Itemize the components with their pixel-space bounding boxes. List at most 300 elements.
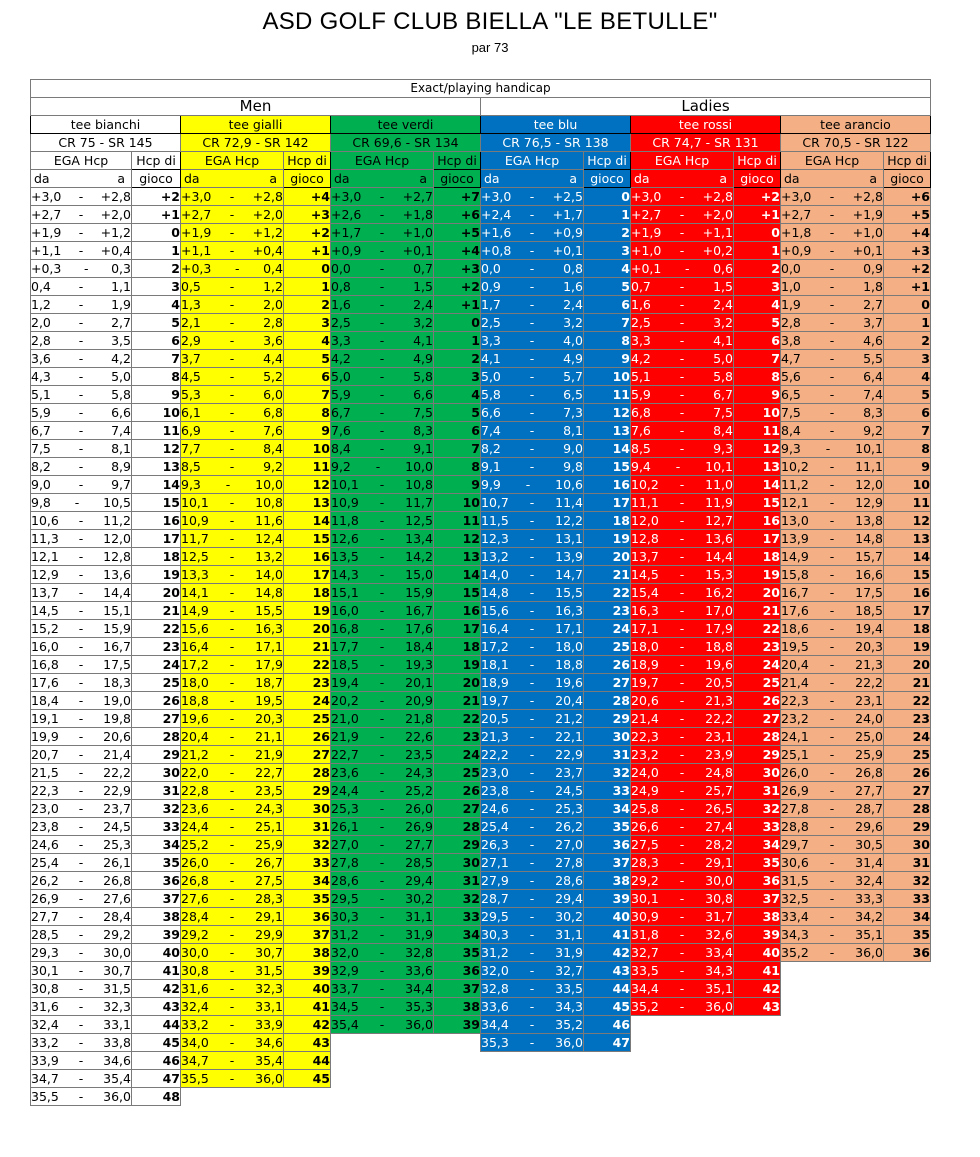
range-cell-gialli	[181, 980, 284, 998]
range-dash: -	[379, 549, 385, 564]
range-from: +1,1	[181, 243, 212, 258]
range-from: 1,0	[781, 279, 801, 294]
range-dash: -	[229, 315, 235, 330]
range-to: 26,1	[103, 855, 131, 870]
range-cell-blu	[481, 980, 584, 998]
range-dash: -	[379, 531, 385, 546]
playing-hcp-arancio: 10	[884, 476, 931, 494]
range-from: 9,3	[181, 477, 201, 492]
range-dash: -	[829, 225, 835, 240]
table-row	[31, 854, 931, 872]
range-cell-gialli	[181, 602, 284, 620]
range-to: +2,5	[552, 189, 583, 204]
range-to: 25,2	[405, 783, 433, 798]
range-to: 23,5	[255, 783, 283, 798]
range-dash: -	[829, 801, 835, 816]
playing-hcp-rossi: 30	[734, 764, 781, 782]
range-dash: -	[829, 639, 835, 654]
empty-cell	[181, 1088, 284, 1106]
range-dash: -	[529, 1035, 535, 1050]
range-cell-verdi	[331, 818, 434, 836]
empty-cell	[481, 1052, 584, 1070]
range-from: +1,9	[31, 225, 62, 240]
range-to: 27,7	[405, 837, 433, 852]
range-dash: -	[679, 315, 685, 330]
range-cell-bianchi	[31, 386, 132, 404]
range-from: 26,8	[181, 873, 209, 888]
range-to: 19,3	[405, 657, 433, 672]
gioco-label-rossi: gioco	[734, 170, 781, 188]
range-dash: -	[679, 567, 685, 582]
range-from: 32,0	[331, 945, 359, 960]
tee-crsr-arancio: CR 70,5 - SR 122	[781, 134, 931, 152]
empty-cell	[884, 1052, 931, 1070]
playing-hcp-bianchi: 11	[132, 422, 181, 440]
range-to: 0,4	[263, 261, 283, 276]
range-dash: -	[679, 819, 685, 834]
range-to: 17,9	[705, 621, 733, 636]
range-to: 20,3	[255, 711, 283, 726]
range-dash: -	[78, 855, 84, 870]
range-dash: -	[829, 729, 835, 744]
range-to: 30,8	[705, 891, 733, 906]
playing-hcp-blu: 16	[584, 476, 631, 494]
table-row	[31, 332, 931, 350]
playing-hcp-gialli: 26	[284, 728, 331, 746]
empty-cell	[631, 1088, 734, 1106]
da-a-label-verdi	[331, 170, 434, 188]
playing-hcp-blu: 31	[584, 746, 631, 764]
playing-hcp-gialli: 21	[284, 638, 331, 656]
playing-hcp-gialli: 30	[284, 800, 331, 818]
range-cell-verdi	[331, 224, 434, 242]
range-from: 17,2	[181, 657, 209, 672]
range-to: 34,6	[255, 1035, 283, 1050]
range-cell-blu	[481, 656, 584, 674]
range-cell-verdi	[331, 314, 434, 332]
range-from: 26,0	[181, 855, 209, 870]
range-cell-rossi	[631, 764, 734, 782]
playing-hcp-verdi: 1	[434, 332, 481, 350]
gioco-label-blu: gioco	[584, 170, 631, 188]
range-dash: -	[229, 1035, 235, 1050]
playing-hcp-bianchi: 9	[132, 386, 181, 404]
range-from: 5,1	[631, 369, 651, 384]
range-dash: -	[379, 891, 385, 906]
range-to: +1,7	[552, 207, 583, 222]
range-to: 21,2	[555, 711, 583, 726]
range-dash: -	[829, 909, 835, 924]
playing-hcp-arancio: 0	[884, 296, 931, 314]
range-cell-bianchi	[31, 530, 132, 548]
range-from: 14,5	[631, 567, 659, 582]
range-to: 16,6	[855, 567, 883, 582]
range-from: 20,6	[631, 693, 659, 708]
range-to: 19,0	[103, 693, 131, 708]
range-dash: -	[379, 693, 385, 708]
range-to: 6,6	[111, 405, 131, 420]
range-to: 11,6	[255, 513, 283, 528]
range-to: 16,3	[255, 621, 283, 636]
range-cell-gialli	[181, 422, 284, 440]
tee-name-verdi: tee verdi	[331, 116, 481, 134]
range-cell-bianchi	[31, 494, 132, 512]
range-cell-verdi	[331, 674, 434, 692]
range-cell-arancio	[781, 422, 884, 440]
range-from: 4,5	[181, 369, 201, 384]
playing-hcp-bianchi: 0	[132, 224, 181, 242]
hcp-di-label-verdi: Hcp di	[434, 152, 481, 170]
range-to: 35,4	[103, 1071, 131, 1086]
playing-hcp-bianchi: 12	[132, 440, 181, 458]
range-cell-gialli	[181, 818, 284, 836]
handicap-table	[30, 79, 931, 1106]
range-cell-bianchi	[31, 350, 132, 368]
range-cell-bianchi	[31, 260, 132, 278]
range-to: 27,4	[705, 819, 733, 834]
range-from: 26,9	[781, 783, 809, 798]
range-dash: -	[829, 495, 835, 510]
range-from: 3,3	[331, 333, 351, 348]
range-to: 14,4	[705, 549, 733, 564]
range-dash: -	[829, 891, 835, 906]
range-to: 18,0	[555, 639, 583, 654]
playing-hcp-rossi: 36	[734, 872, 781, 890]
playing-hcp-gialli: 20	[284, 620, 331, 638]
playing-hcp-blu: 9	[584, 350, 631, 368]
playing-hcp-gialli: 18	[284, 584, 331, 602]
range-dash: -	[679, 891, 685, 906]
range-from: 16,4	[181, 639, 209, 654]
range-cell-bianchi	[31, 206, 132, 224]
range-from: 9,1	[481, 459, 501, 474]
range-dash: -	[229, 819, 235, 834]
playing-hcp-blu: 8	[584, 332, 631, 350]
range-from: 9,8	[31, 495, 51, 510]
range-from: 2,9	[181, 333, 201, 348]
range-dash: -	[78, 819, 84, 834]
range-to: 24,5	[103, 819, 131, 834]
range-cell-verdi	[331, 512, 434, 530]
range-to: 5,0	[111, 369, 131, 384]
range-to: 30,2	[555, 909, 583, 924]
range-to: 23,9	[705, 747, 733, 762]
range-cell-verdi	[331, 278, 434, 296]
range-to: 7,6	[263, 423, 283, 438]
range-cell-rossi	[631, 188, 734, 206]
range-dash: -	[529, 423, 535, 438]
range-dash: -	[679, 693, 685, 708]
range-cell-arancio	[781, 350, 884, 368]
range-cell-rossi	[631, 782, 734, 800]
range-from: 18,8	[181, 693, 209, 708]
range-dash: -	[229, 927, 235, 942]
range-dash: -	[229, 585, 235, 600]
range-from: 11,3	[31, 531, 59, 546]
range-to: 20,9	[405, 693, 433, 708]
range-dash: -	[679, 441, 685, 456]
range-from: 4,2	[331, 351, 351, 366]
range-to: 16,7	[103, 639, 131, 654]
range-dash: -	[229, 747, 235, 762]
range-from: 7,6	[331, 423, 351, 438]
range-to: 31,1	[555, 927, 583, 942]
range-from: 12,6	[331, 531, 359, 546]
playing-hcp-blu: 20	[584, 548, 631, 566]
range-cell-rossi	[631, 854, 734, 872]
range-cell-verdi	[331, 854, 434, 872]
range-from: 2,8	[781, 315, 801, 330]
range-from: 22,2	[481, 747, 509, 762]
range-cell-verdi	[331, 494, 434, 512]
playing-hcp-rossi: 5	[734, 314, 781, 332]
range-dash: -	[78, 405, 84, 420]
range-dash: -	[679, 729, 685, 744]
range-to: +2,8	[852, 189, 883, 204]
range-to: 0,9	[863, 261, 883, 276]
range-to: 5,5	[863, 351, 883, 366]
range-dash: -	[78, 981, 84, 996]
playing-hcp-verdi: 12	[434, 530, 481, 548]
range-dash: -	[379, 225, 385, 240]
range-to: 21,1	[255, 729, 283, 744]
range-to: 10,0	[405, 459, 433, 474]
da-label: da	[334, 171, 350, 186]
playing-hcp-arancio: 35	[884, 926, 931, 944]
range-to: 30,7	[103, 963, 131, 978]
range-from: 29,5	[331, 891, 359, 906]
range-cell-blu	[481, 638, 584, 656]
range-from: 1,9	[781, 297, 801, 312]
table-row	[31, 908, 931, 926]
range-to: 2,4	[413, 297, 433, 312]
playing-hcp-rossi: 42	[734, 980, 781, 998]
range-dash: -	[379, 351, 385, 366]
range-from: 32,8	[481, 981, 509, 996]
range-cell-blu	[481, 494, 584, 512]
range-cell-rossi	[631, 260, 734, 278]
range-to: 23,7	[555, 765, 583, 780]
range-from: 24,6	[31, 837, 59, 852]
range-dash: -	[379, 981, 385, 996]
range-to: 28,2	[705, 837, 733, 852]
ega-hcp-label-bianchi: EGA Hcp	[31, 152, 132, 170]
range-from: 7,4	[481, 423, 501, 438]
playing-hcp-blu: 25	[584, 638, 631, 656]
range-dash: -	[78, 189, 84, 204]
range-to: 9,2	[863, 423, 883, 438]
range-to: 5,2	[263, 369, 283, 384]
range-cell-rossi	[631, 566, 734, 584]
range-to: 31,4	[855, 855, 883, 870]
range-dash: -	[679, 837, 685, 852]
range-to: 1,9	[111, 297, 131, 312]
header-men: Men	[31, 98, 481, 116]
range-from: 9,2	[331, 459, 351, 474]
range-cell-verdi	[331, 350, 434, 368]
gioco-label-bianchi: gioco	[132, 170, 181, 188]
range-to: 25,9	[255, 837, 283, 852]
range-dash: -	[829, 459, 835, 474]
range-cell-verdi	[331, 620, 434, 638]
table-row	[31, 620, 931, 638]
range-dash: -	[229, 369, 235, 384]
playing-hcp-blu: 1	[584, 206, 631, 224]
range-to: 36,0	[255, 1071, 283, 1086]
range-from: 27,9	[481, 873, 509, 888]
range-from: 12,3	[481, 531, 509, 546]
range-to: 21,3	[705, 693, 733, 708]
range-from: 18,6	[781, 621, 809, 636]
range-dash: -	[829, 765, 835, 780]
range-to: 33,1	[103, 1017, 131, 1032]
range-dash: -	[529, 243, 535, 258]
playing-hcp-rossi: +1	[734, 206, 781, 224]
range-cell-gialli	[181, 260, 284, 278]
playing-hcp-verdi: 13	[434, 548, 481, 566]
table-row	[31, 800, 931, 818]
playing-hcp-blu: 39	[584, 890, 631, 908]
range-to: 7,5	[713, 405, 733, 420]
range-to: 17,5	[103, 657, 131, 672]
playing-hcp-arancio: 23	[884, 710, 931, 728]
range-cell-blu	[481, 602, 584, 620]
range-to: 33,4	[705, 945, 733, 960]
playing-hcp-bianchi: 3	[132, 278, 181, 296]
range-dash: -	[229, 225, 235, 240]
range-dash: -	[679, 477, 685, 492]
range-cell-arancio	[781, 494, 884, 512]
range-to: +2,0	[702, 207, 733, 222]
range-to: 10,5	[103, 495, 131, 510]
range-cell-bianchi	[31, 764, 132, 782]
tee-crsr-rossi: CR 74,7 - SR 131	[631, 134, 781, 152]
range-cell-gialli	[181, 368, 284, 386]
range-to: 26,7	[255, 855, 283, 870]
range-cell-arancio	[781, 224, 884, 242]
range-cell-rossi	[631, 224, 734, 242]
playing-hcp-rossi: 2	[734, 260, 781, 278]
range-dash: -	[829, 783, 835, 798]
playing-hcp-verdi: 24	[434, 746, 481, 764]
range-dash: -	[829, 873, 835, 888]
playing-hcp-bianchi: 47	[132, 1070, 181, 1088]
range-from: 26,0	[781, 765, 809, 780]
playing-hcp-arancio: 15	[884, 566, 931, 584]
gioco-label-gialli: gioco	[284, 170, 331, 188]
playing-hcp-bianchi: 26	[132, 692, 181, 710]
range-from: 11,2	[781, 477, 809, 492]
range-cell-blu	[481, 368, 584, 386]
range-to: 15,5	[555, 585, 583, 600]
range-cell-arancio	[781, 278, 884, 296]
range-to: 29,2	[103, 927, 131, 942]
range-dash: -	[229, 459, 235, 474]
range-to: 24,3	[405, 765, 433, 780]
range-to: 18,7	[255, 675, 283, 690]
range-to: 2,8	[263, 315, 283, 330]
playing-hcp-rossi: 15	[734, 494, 781, 512]
range-cell-arancio	[781, 926, 884, 944]
playing-hcp-gialli: 5	[284, 350, 331, 368]
range-from: 21,4	[631, 711, 659, 726]
range-dash: -	[829, 585, 835, 600]
range-to: 22,2	[103, 765, 131, 780]
range-cell-arancio	[781, 746, 884, 764]
range-from: 26,9	[31, 891, 59, 906]
range-to: 3,2	[713, 315, 733, 330]
playing-hcp-arancio: +5	[884, 206, 931, 224]
range-to: 7,4	[863, 387, 883, 402]
range-from: 33,2	[31, 1035, 59, 1050]
a-label: a	[117, 171, 125, 186]
range-to: +1,0	[402, 225, 433, 240]
range-dash: -	[829, 261, 835, 276]
playing-hcp-blu: 42	[584, 944, 631, 962]
range-dash: -	[78, 963, 84, 978]
range-from: 12,1	[781, 495, 809, 510]
table-row	[31, 746, 931, 764]
table-row	[31, 224, 931, 242]
playing-hcp-bianchi: 15	[132, 494, 181, 512]
da-label: da	[484, 171, 500, 186]
range-dash: -	[679, 369, 685, 384]
range-cell-rossi	[631, 602, 734, 620]
playing-hcp-rossi: 34	[734, 836, 781, 854]
playing-hcp-gialli: 9	[284, 422, 331, 440]
range-to: 21,8	[405, 711, 433, 726]
range-to: 3,2	[563, 315, 583, 330]
playing-hcp-gialli: 22	[284, 656, 331, 674]
range-cell-rossi	[631, 512, 734, 530]
range-from: 8,5	[631, 441, 651, 456]
range-to: 0,8	[563, 261, 583, 276]
range-to: 13,4	[405, 531, 433, 546]
playing-hcp-arancio: 3	[884, 350, 931, 368]
range-cell-gialli	[181, 332, 284, 350]
range-cell-bianchi	[31, 296, 132, 314]
range-to: 14,2	[405, 549, 433, 564]
range-from: 15,2	[31, 621, 59, 636]
playing-hcp-gialli: 38	[284, 944, 331, 962]
range-from: 22,8	[181, 783, 209, 798]
page-title: ASD GOLF CLUB BIELLA "LE BETULLE"	[262, 8, 718, 35]
range-cell-bianchi	[31, 278, 132, 296]
playing-hcp-arancio: 7	[884, 422, 931, 440]
table-row	[31, 566, 931, 584]
playing-hcp-gialli: +3	[284, 206, 331, 224]
range-from: 19,6	[181, 711, 209, 726]
empty-cell	[331, 1088, 434, 1106]
range-cell-bianchi	[31, 440, 132, 458]
range-dash: -	[78, 387, 84, 402]
range-cell-arancio	[781, 404, 884, 422]
range-to: 21,4	[103, 747, 131, 762]
range-dash: -	[529, 459, 535, 474]
range-cell-blu	[481, 944, 584, 962]
range-cell-gialli	[181, 962, 284, 980]
range-dash: -	[379, 801, 385, 816]
range-to: 19,8	[103, 711, 131, 726]
range-dash: -	[679, 675, 685, 690]
playing-hcp-rossi: 1	[734, 242, 781, 260]
playing-hcp-blu: 30	[584, 728, 631, 746]
range-from: 17,1	[631, 621, 659, 636]
range-from: +2,4	[481, 207, 512, 222]
range-cell-blu	[481, 530, 584, 548]
range-cell-rossi	[631, 674, 734, 692]
range-cell-verdi	[331, 746, 434, 764]
